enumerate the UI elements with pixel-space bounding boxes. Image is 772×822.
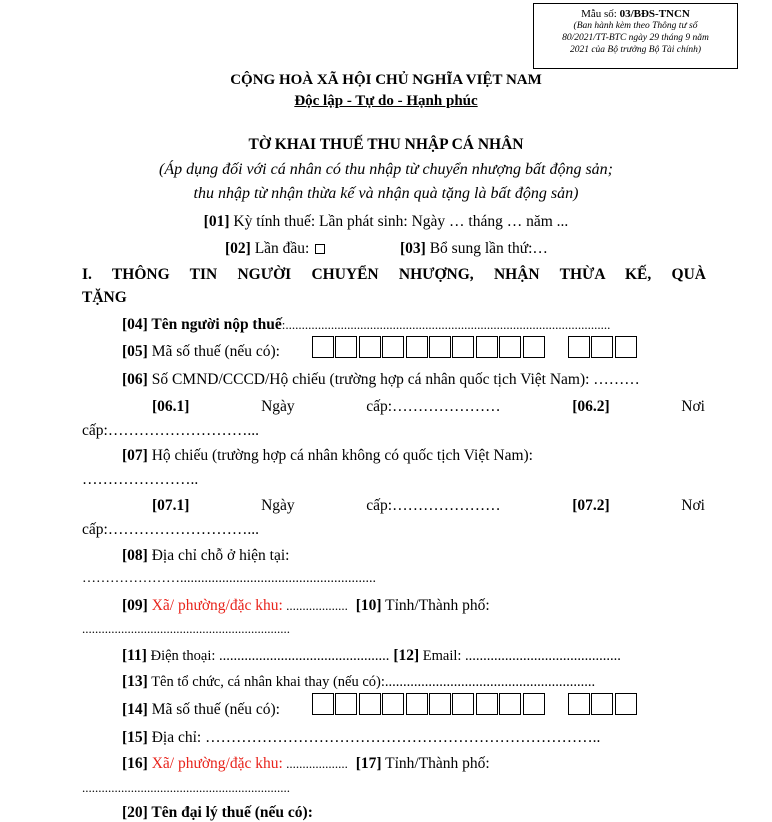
section-1-heading: I. THÔNG TIN NGƯỜI CHUYỂN NHƯỢNG, NHẬN THỪA KẾ, QUÀ [82, 266, 706, 283]
field-09: [09] Xã/ phường/đặc khu: ................... [10] Tỉnh/Thành phố: [122, 597, 490, 614]
field-07-2-cont: cấp:………………………... [82, 521, 259, 538]
field-15: [15] Địa chỉ: ………………………………………………………………….. [122, 729, 601, 746]
form-subtitle-2: thu nhập từ nhận thừa kế và nhận quà tặng là bất động sản) [193, 185, 579, 202]
field-20: [20] Tên đại lý thuế (nếu có): [122, 804, 313, 821]
agent-tax-id-boxes[interactable] [312, 693, 546, 715]
tax-id-boxes[interactable] [312, 336, 546, 358]
field-06-2-cont: cấp:………………………... [82, 422, 259, 439]
field-07: [07] Hộ chiếu (trường hợp cá nhân không có quốc tịch Việt Nam): [122, 447, 533, 464]
form-title: TỜ KHAI THUẾ THU NHẬP CÁ NHÂN [248, 136, 524, 153]
form-number-box [533, 3, 738, 69]
motto: Độc lập - Tự do - Hạnh phúc [294, 93, 478, 109]
form-note-line2: 80/2021/TT-BTC ngày 29 tháng 9 năm [562, 33, 709, 43]
field-03: [03] Bổ sung lần thứ:… [400, 240, 548, 257]
field-07-cont: ………………….. [82, 471, 199, 488]
form-subtitle-1: (Áp dụng đối với cá nhân có thu nhập từ chuyển nhượng bất động sản; [158, 161, 614, 178]
form-note-line3: 2021 của Bộ trưởng Bộ Tài chính) [569, 45, 702, 55]
field-08-cont: …………………........................................................ [82, 571, 376, 586]
field-01: [01] Kỳ tính thuế: Lần phát sinh: Ngày … tháng … năm ... [203, 213, 569, 230]
form-note-line1: (Ban hành kèm theo Thông tư số [573, 21, 698, 31]
field-05: [05] Mã số thuế (nếu có): [122, 343, 280, 360]
field-06: [06] Số CMND/CCCD/Hộ chiếu (trường hợp cá nhân quốc tịch Việt Nam): ……… [122, 371, 640, 388]
field-17-cont: ................................................................ [82, 780, 290, 795]
nation-title: CỘNG HOÀ XÃ HỘI CHỦ NGHĨA VIỆT NAM [230, 72, 542, 88]
field-11: [11] Điện thoại: ............................................... [12] Email: ........................................... [122, 647, 621, 664]
section-1-heading-cont: TẶNG [82, 289, 127, 306]
field-14: [14] Mã số thuế (nếu có): [122, 701, 280, 718]
form-code: Mẫu số: 03/BĐS-TNCN [581, 8, 690, 20]
field-13: [13] Tên tổ chức, cá nhân khai thay (nếu có):.......................................................... [122, 673, 596, 690]
field-08: [08] Địa chỉ chỗ ở hiện tại: [122, 547, 290, 564]
first-time-checkbox[interactable] [315, 244, 325, 254]
field-02: [02] Lần đầu: [225, 240, 329, 258]
motto-wrap [0, 92, 772, 110]
field-07-1: [07.1] Ngày cấp:………………… [07.2] Nơi [152, 497, 705, 514]
field-04: [04] Tên người nộp thuế:.................................................................................................... [122, 316, 611, 333]
agent-tax-id-suffix-boxes[interactable] [568, 693, 638, 715]
field-06-1: [06.1] Ngày cấp:………………… [06.2] Nơi [152, 398, 705, 415]
tax-id-suffix-boxes[interactable] [568, 336, 638, 358]
field-16: [16] Xã/ phường/đặc khu: ................... [17] Tỉnh/Thành phố: [122, 755, 490, 772]
field-10-cont: ................................................................ [82, 621, 290, 636]
